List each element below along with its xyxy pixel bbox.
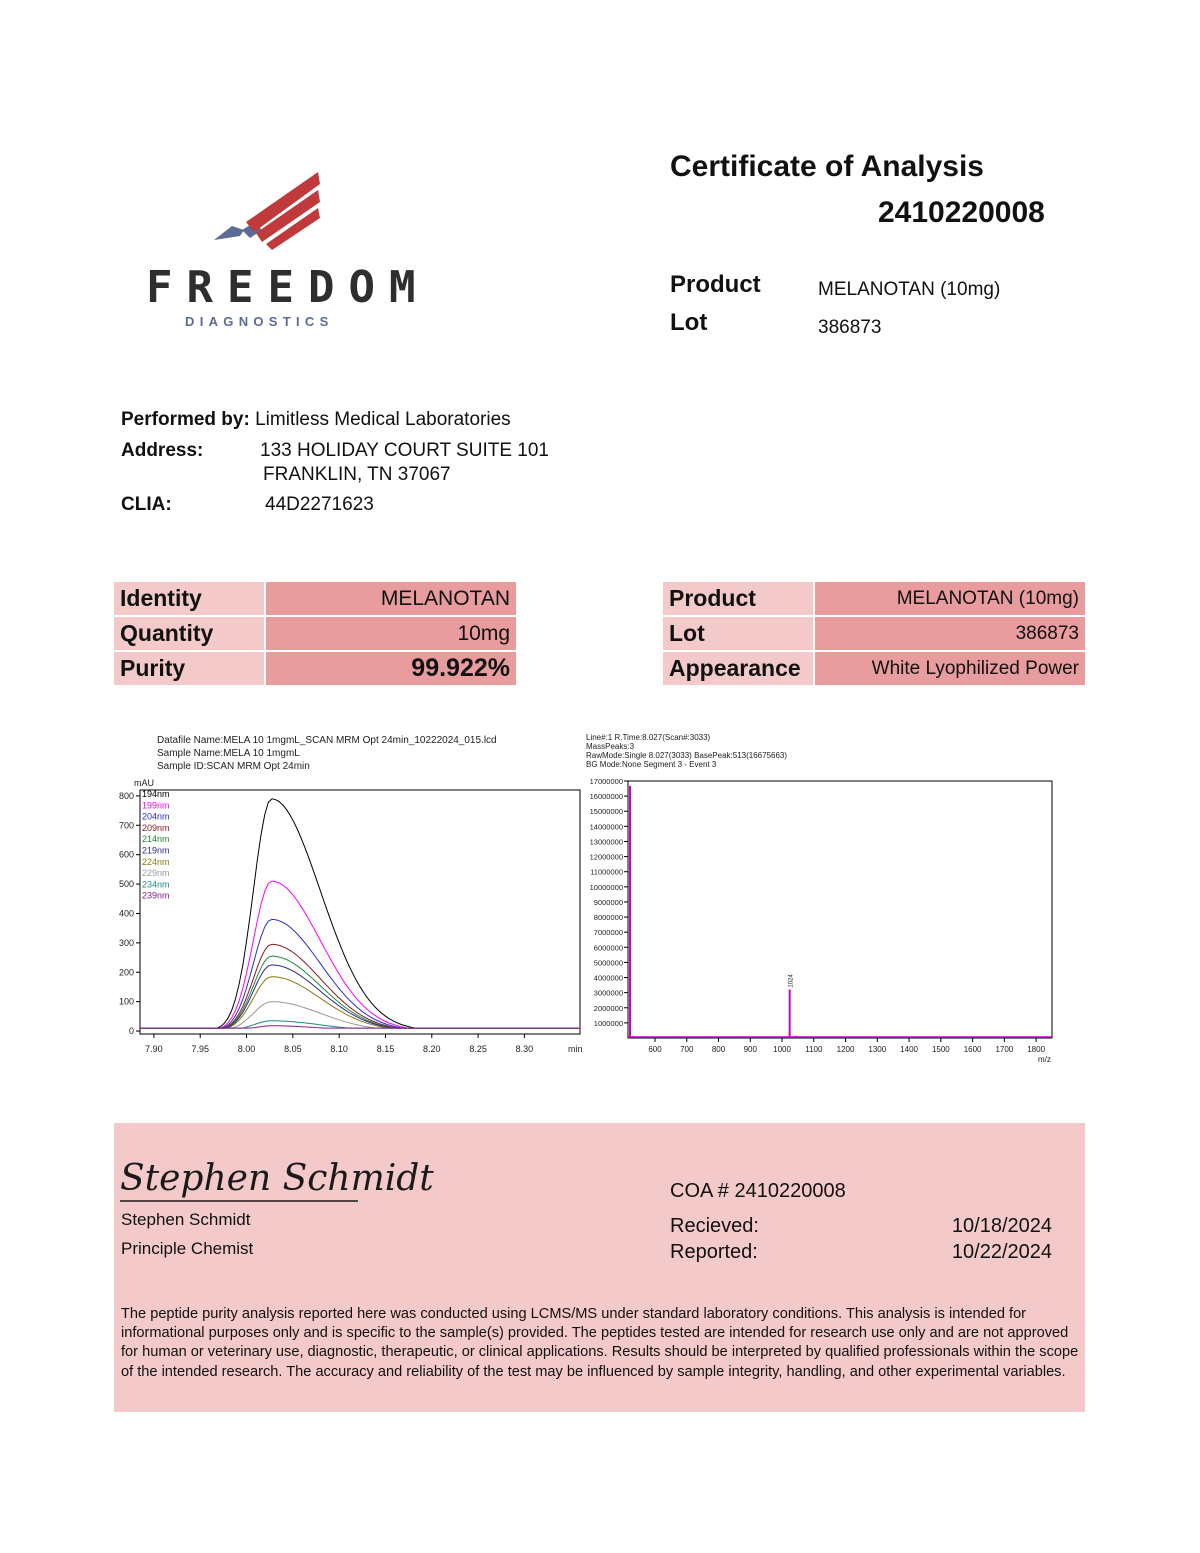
mass-spectrum-chart (583, 728, 1063, 1068)
logo-subtitle: DIAGNOSTICS (185, 314, 334, 329)
y-tick-label: 16000000 (589, 792, 623, 802)
address-line2: FRANKLIN, TN 37067 (263, 464, 451, 485)
legend-entry: 209nm (142, 822, 170, 833)
x-tick-label: 1700 (995, 1045, 1014, 1054)
table-row (114, 617, 516, 650)
y-tick-label: 12000000 (589, 852, 623, 862)
x-tick-label: 8.15 (376, 1044, 395, 1054)
table-key: Appearance (663, 652, 815, 685)
y-tick-label: 300 (118, 937, 134, 948)
legend-entry: 214nm (142, 834, 170, 845)
legend-entry: 239nm (142, 890, 170, 901)
address-line1: 133 HOLIDAY COURT SUITE 101 (260, 440, 549, 461)
page-title: Certificate of Analysis (670, 150, 984, 183)
signer-name: Stephen Schmidt (121, 1210, 251, 1229)
product-value: MELANOTAN (10mg) (818, 279, 1001, 300)
y-tick-label: 2000000 (593, 1003, 623, 1013)
y-tick-label: 3000000 (593, 988, 623, 998)
y-tick-label: 17000000 (589, 777, 623, 786)
performed-value: Limitless Medical Laboratories (255, 409, 511, 430)
y-tick-label: 600 (118, 849, 134, 860)
disclaimer: The peptide purity analysis reported here was conducted using LCMS/MS under standard laboratory conditions. This analysis is intended for informational purposes only and is specific to the sample(s) provided. The peptides tested are intended for research use only and are not approved for human or veterinary use, diagnostic, therapeutic, or clinical applications. Results should be interpreted by qualified professionals within the scope of the intended research. The accuracy and reliability of the test may be influenced by sample integrity, handling, and other experimental variables. (121, 1306, 1079, 1380)
table-row (663, 582, 1085, 615)
table-value: White Lyophilized Power (815, 652, 1085, 685)
eagle-logo-icon (210, 170, 325, 252)
y-tick-label: 11000000 (590, 867, 623, 877)
legend-entry: 224nm (142, 856, 170, 867)
y-tick-label: 1000000 (593, 1018, 623, 1028)
x-tick-label: 1200 (836, 1045, 855, 1054)
table-value: 386873 (815, 617, 1085, 650)
x-tick-label: 1600 (963, 1045, 982, 1054)
product-table (663, 580, 1085, 687)
x-tick-label: 8.25 (469, 1044, 487, 1054)
table-row (114, 652, 516, 685)
received-label: Recieved: (670, 1215, 759, 1237)
table-value: 10mg (266, 617, 516, 650)
x-tick-label: 1400 (900, 1045, 918, 1054)
x-tick-label: 8.10 (330, 1044, 348, 1054)
x-tick-label: 1100 (805, 1045, 823, 1054)
y-axis-label: mAU (134, 778, 154, 788)
chart-header-line: Datafile Name:MELA 10 1mgmL_SCAN MRM Opt 24min_10222024_015.lcd (157, 735, 497, 746)
x-tick-label: 7.95 (191, 1044, 209, 1054)
x-axis-label: m/z (1038, 1055, 1051, 1064)
clia-label: CLIA: (121, 494, 172, 515)
table-key: Quantity (114, 617, 266, 650)
lot-label: Lot (670, 309, 708, 336)
chart-header-line: Line#:1 R.Time:8.027(Scan#:3033) (586, 733, 711, 742)
table-key: Product (663, 582, 815, 615)
performed-by (121, 409, 511, 431)
x-tick-label: 700 (680, 1045, 694, 1054)
address-label: Address: (121, 440, 204, 461)
table-key: Identity (114, 582, 266, 615)
series-line (140, 956, 580, 1028)
x-tick-label: 7.90 (145, 1044, 163, 1054)
y-tick-label: 6000000 (593, 943, 623, 953)
x-tick-label: 800 (711, 1045, 726, 1054)
chart-header-line: Sample ID:SCAN MRM Opt 24min (157, 761, 310, 772)
series-line (140, 799, 580, 1028)
identity-table (114, 580, 516, 687)
plot-frame (628, 781, 1052, 1038)
legend-entry: 204nm (142, 811, 170, 822)
x-axis-label: min (568, 1044, 583, 1054)
logo-wordmark: FREEDOM (146, 262, 430, 313)
y-tick-label: 7000000 (593, 928, 623, 938)
y-tick-label: 8000000 (593, 913, 623, 923)
purity-value: 99.922% (266, 652, 516, 685)
y-tick-label: 500 (118, 879, 134, 890)
y-tick-label: 4000000 (593, 973, 623, 983)
chromatogram-chart (110, 728, 590, 1068)
table-row (663, 652, 1085, 685)
certificate-number: 2410220008 (878, 196, 1045, 229)
clia-value: 44D2271623 (265, 494, 374, 515)
x-tick-label: 8.00 (237, 1044, 256, 1054)
table-row (663, 617, 1085, 650)
y-tick-label: 14000000 (589, 822, 623, 832)
x-tick-label: 8.30 (515, 1044, 534, 1054)
y-tick-label: 15000000 (589, 807, 623, 817)
table-key: Lot (663, 617, 815, 650)
reported-date: 10/22/2024 (951, 1241, 1052, 1263)
performed-label: Performed by: (121, 409, 250, 430)
legend-entry: 229nm (142, 868, 170, 879)
x-tick-label: 8.20 (423, 1044, 441, 1054)
legend-entry: 234nm (142, 879, 170, 890)
legend-entry: 194nm (142, 789, 170, 799)
series-line (140, 1026, 580, 1028)
series-line (140, 1021, 580, 1028)
table-value: MELANOTAN (10mg) (815, 582, 1085, 615)
signature-underline (120, 1198, 360, 1204)
x-tick-label: 600 (648, 1045, 662, 1054)
y-tick-label: 13000000 (589, 837, 623, 847)
coa-number: COA # 2410220008 (670, 1180, 846, 1202)
lot-value: 386873 (818, 317, 882, 338)
x-tick-label: 1800 (1027, 1045, 1046, 1054)
chart-header-line: Sample Name:MELA 10 1mgmL (157, 748, 300, 759)
received-date: 10/18/2024 (951, 1215, 1052, 1237)
x-tick-label: 1500 (931, 1045, 950, 1054)
y-tick-label: 5000000 (593, 958, 623, 968)
reported-label: Reported: (670, 1241, 758, 1263)
y-tick-label: 800 (118, 790, 134, 801)
y-tick-label: 700 (118, 820, 134, 831)
chart-header-line: RawMode:Single 8.027(3033) BasePeak:513(16675663) (586, 751, 788, 760)
x-tick-label: 1000 (773, 1045, 791, 1054)
plot-frame (140, 790, 580, 1034)
y-tick-label: 100 (118, 996, 134, 1007)
y-tick-label: 400 (118, 908, 134, 919)
series-line (140, 881, 580, 1028)
signer-title: Principle Chemist (121, 1239, 254, 1258)
table-key: Purity (114, 652, 266, 685)
chart-header-line: MassPeaks:3 (586, 742, 635, 751)
legend-entry: 199nm (142, 800, 170, 811)
y-tick-label: 0 (128, 1026, 134, 1037)
table-value: MELANOTAN (266, 582, 516, 615)
y-tick-label: 200 (118, 967, 134, 978)
peak-label: 1024 (788, 974, 795, 988)
table-row (114, 582, 516, 615)
legend-entry: 219nm (142, 845, 170, 856)
y-tick-label: 9000000 (593, 897, 623, 907)
x-tick-label: 900 (743, 1045, 757, 1054)
chart-header-line: BG Mode:None Segment 3 - Event 3 (586, 760, 717, 769)
product-label: Product (670, 271, 761, 298)
y-tick-label: 10000000 (589, 882, 623, 892)
x-tick-label: 1300 (868, 1045, 887, 1054)
x-tick-label: 8.05 (284, 1044, 302, 1054)
signature: Stephen Schmidt (120, 1158, 434, 1199)
series-line (140, 919, 580, 1028)
series-line (140, 965, 580, 1028)
